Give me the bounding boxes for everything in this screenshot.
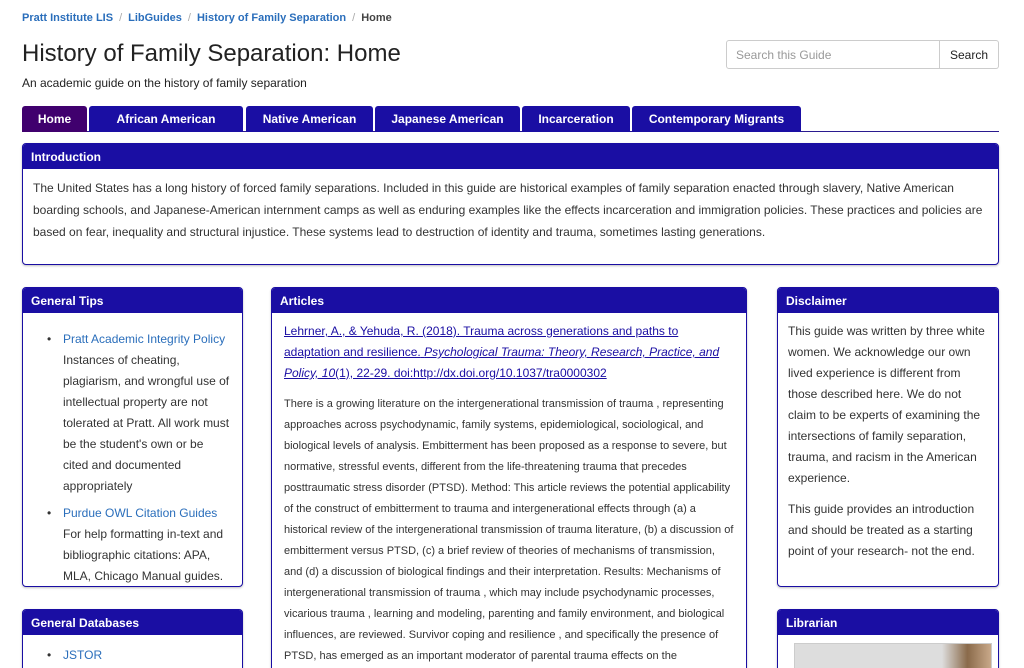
page-subtitle: An academic guide on the history of family separation (22, 76, 307, 90)
articles-panel (271, 287, 747, 668)
guide-tabs (22, 106, 999, 132)
search-box (726, 40, 999, 69)
list-item (47, 503, 232, 587)
tab-african-american[interactable]: African American (89, 106, 243, 132)
breadcrumb-current: Home (361, 12, 392, 24)
librarian-panel (777, 609, 999, 668)
page-title: History of Family Separation: Home (22, 40, 401, 67)
search-input[interactable] (726, 40, 940, 69)
purdue-owl-link[interactable]: Purdue OWL Citation Guides (63, 506, 218, 520)
general-tips-panel (22, 287, 243, 587)
articles-heading: Articles (272, 288, 746, 313)
disclaimer-panel (777, 287, 999, 587)
breadcrumb-pratt-lis[interactable]: Pratt Institute LIS (22, 12, 114, 24)
introduction-text: The United States has a long history of forced family separations. Included in this guide are historical examples of family separation enacted through slavery, Native American boarding schools, and Japanese-American internment camps as well as enduring examples like the effects incarceration and immigration policies. These practices and policies are based on fear, inequality and structural injustice. These systems lead to destruction of identity and trauma, sometimes lasting generations. (33, 181, 983, 239)
list-item (47, 645, 232, 666)
disclaimer-paragraph: This guide provides an introduction and should be treated as a starting point of your research- not the end. (788, 502, 975, 558)
tab-home[interactable]: Home (22, 106, 87, 132)
purdue-owl-description: For help formatting in-text and bibliographic citations: APA, MLA, Chicago Manual guides. (63, 527, 224, 583)
tab-contemporary-migrants[interactable]: Contemporary Migrants (632, 106, 801, 132)
tab-incarceration[interactable]: Incarceration (522, 106, 630, 132)
general-databases-heading: General Databases (23, 610, 242, 635)
breadcrumb-guide[interactable]: History of Family Separation (196, 12, 347, 24)
integrity-policy-description: Instances of cheating, plagiarism, and wrongful use of intellectual property are not tolerated at Pratt. All work must be the student's own or be cited and documented appropriately (63, 353, 230, 493)
databases-list (33, 645, 232, 666)
general-tips-heading: General Tips (23, 288, 242, 313)
disclaimer-paragraph: This guide was written by three white women. We acknowledge our own lived experience is different from those described here. We do not claim to be experts of examining the intersections of family separation, trauma, and racism in the American experience. (788, 324, 985, 485)
breadcrumb: Pratt Institute LIS / LibGuides / History of Family Separation / Home (22, 12, 392, 24)
breadcrumb-libguides[interactable]: LibGuides (128, 12, 182, 24)
tab-native-american[interactable]: Native American (246, 106, 373, 132)
introduction-panel (22, 143, 999, 265)
tips-list (33, 329, 232, 587)
integrity-policy-link[interactable]: Pratt Academic Integrity Policy (63, 332, 226, 346)
tab-japanese-american[interactable]: Japanese American (375, 106, 520, 132)
article-citation-link[interactable]: Lehrner, A., & Yehuda, R. (2018). Trauma across generations and paths to adaptation and resilience. Psychological Trauma: Theory, Research, Practice, and Policy, 10(1), 22-29. doi:http://dx.doi.org/10.1037/tra0000302 (284, 324, 720, 380)
search-button[interactable]: Search (940, 40, 999, 69)
introduction-heading: Introduction (23, 144, 998, 169)
disclaimer-heading: Disclaimer (778, 288, 998, 313)
general-databases-panel (22, 609, 243, 668)
librarian-heading: Librarian (778, 610, 998, 635)
article-citation (284, 321, 734, 384)
list-item (47, 329, 232, 497)
article-abstract: There is a growing literature on the intergenerational transmission of trauma , representing approaches across psychodynamic, family systems, epidemiological, sociological, and biological levels of analysis. Embitterment has been proposed as a response to severe, but normative, stressful events, different from the life-threatening trauma that precedes posttraumatic stress disorder (PTSD). Method: This article reviews the potential applicability of the construct of embitterment to trauma and intergenerational effects through (a) a historical review of the intergenerational transmission of trauma literature, (b) a discussion of embitterment versus PTSD, (c) a brief review of theories of mechanisms of transmission, and (d) a discussion of biological findings and their interpretation. Results: Mechanisms of intergenerational transmission of trauma , which may include psychodynamic processes, vicarious trauma , learning and modeling, parenting and family environment, and biological influences, are reviewed. Survivor coping and resilience , and specifically the presence of PTSD, has emerged as an important moderator of parental trauma effects on the (284, 398, 734, 662)
librarian-photo (794, 643, 992, 668)
jstor-link[interactable]: JSTOR (63, 648, 103, 662)
